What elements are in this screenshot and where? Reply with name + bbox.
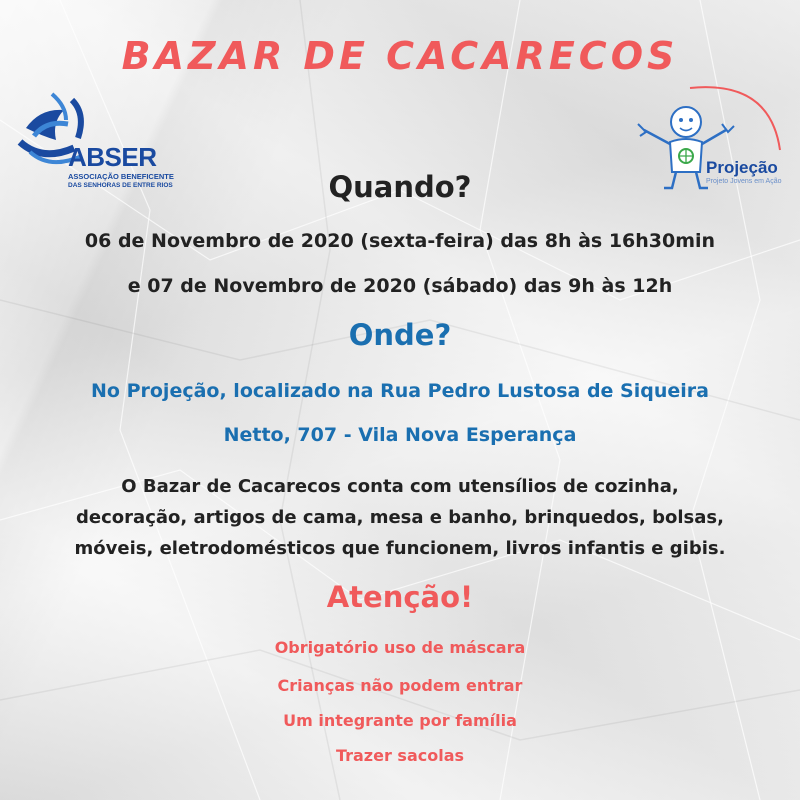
attention-heading: Atenção!: [326, 580, 474, 614]
attention-item: Crianças não podem entrar: [277, 676, 523, 695]
when-line-2: e 07 de Novembro de 2020 (sábado) das 9h às 12h: [127, 275, 673, 297]
where-line-1: No Projeção, localizado na Rua Pedro Lustosa de Siqueira: [91, 380, 709, 402]
where-heading: Onde?: [348, 318, 452, 352]
projecao-tagline: Projeto Jovens em Ação: [706, 178, 782, 185]
abser-subtitle-1: ASSOCIAÇÃO BENEFICENTE: [68, 172, 174, 181]
when-heading: Quando?: [328, 170, 472, 204]
description-line-1: O Bazar de Cacarecos conta com utensílios de cozinha,: [121, 476, 679, 497]
where-line-2: Netto, 707 - Vila Nova Esperança: [223, 424, 577, 446]
abser-subtitle-2: DAS SENHORAS DE ENTRE RIOS: [68, 182, 173, 189]
attention-item: Obrigatório uso de máscara: [274, 638, 526, 657]
when-line-1: 06 de Novembro de 2020 (sexta-feira) das 8h às 16h30min: [84, 230, 716, 252]
page-title: BAZAR DE CACARECOS: [121, 34, 679, 78]
abser-name: ABSER: [68, 142, 157, 172]
description-line-2: decoração, artigos de cama, mesa e banho, brinquedos, bolsas,: [76, 507, 724, 528]
projecao-name: Projeção: [706, 158, 778, 177]
description-line-3: móveis, eletrodomésticos que funcionem, livros infantis e gibis.: [74, 538, 726, 559]
attention-item: Um integrante por família: [283, 711, 517, 730]
attention-item: Trazer sacolas: [335, 746, 465, 765]
